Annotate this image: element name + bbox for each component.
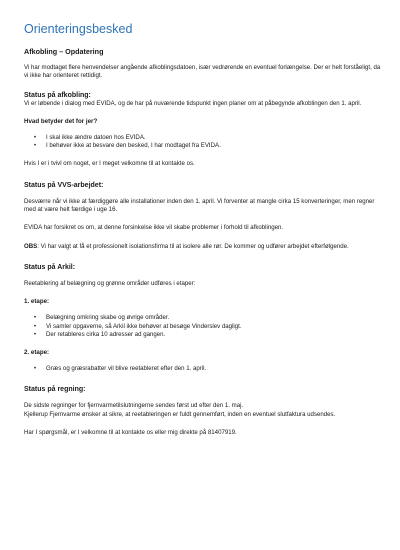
arkil-text: Reetablering af belægning og grønne områder udføres i etaper: [24, 279, 196, 287]
list-item [34, 314, 382, 322]
vvs-evida: EVIDA har forsikret os om, at denne forsinkelse ikke vil skabe problemer i forhold til afkoblingen. [24, 224, 284, 232]
vvs-text: Desværre når vi ikke at færdiggøre alle installationer inden den 1. april. Vi forventer at mangle cirka 15 konverteringer, men regner med at være helt færdige i uge 16. [24, 197, 375, 214]
stage2-bullet-list [24, 365, 382, 373]
bullet-icon: • [34, 331, 37, 338]
subheading: Afkobling – Opdatering [24, 47, 104, 56]
afkobling-heading: Status på afkobling: [24, 91, 91, 99]
list-item-text: I skal ikke ændre datoen hos EVIDA. [46, 133, 146, 141]
document-page [24, 22, 382, 437]
afkobling-contact: Hvis I er i tvivl om noget, er I meget velkomne til at kontakte os. [24, 160, 195, 168]
list-item-text: Græs og græsrabatter vil blive reetableret efter den 1. april. [46, 365, 207, 373]
stage2-heading: 2. etape: [24, 349, 50, 357]
afkobling-text: Vi er løbende i dialog med EVIDA, og de har på nuværende tidspunkt ingen planer om at påbegynde afkoblingen den 1. april. [24, 99, 362, 107]
afkobling-question: Hvad betyder det for jer? [24, 117, 98, 125]
list-item [34, 365, 382, 373]
vvs-heading: Status på VVS-arbejdet: [24, 181, 104, 189]
list-item-text: I behøver ikke at besvare den besked, I har modtaget fra EVIDA. [46, 142, 221, 150]
list-item-text: Belægning omkring skabe og øvrige områder. [46, 314, 170, 322]
stage1-bullet-list [24, 314, 382, 339]
list-item-text: Der retableres cirka 10 adresser ad gangen. [46, 330, 166, 338]
obs-text: : Vi har valgt at få et professionelt isolationsfirma til at isolere alle rør. De kommer og udfører arbejdet efterfølgende. [37, 242, 349, 250]
document-title: Orienteringsbesked [24, 22, 133, 36]
arkil-heading: Status på Arkil: [24, 263, 76, 271]
regning-line-2: Kjellerup Fjernvarme ønsker at sikre, at reetableringen er fuldt gennemført, inden en eventuel slutfaktura udsendes. [24, 410, 336, 418]
list-item [34, 142, 382, 150]
bullet-icon: • [34, 366, 37, 373]
vvs-obs [24, 243, 382, 251]
obs-label: OBS [24, 242, 38, 250]
list-item [34, 322, 382, 331]
bullet-icon: • [34, 315, 37, 322]
list-item [34, 330, 382, 339]
stage1-heading: 1. etape: [24, 298, 50, 306]
list-item-text: Vi samler opgaverne, så Arkil ikke behøver at besøge Vinderslev dagligt. [46, 322, 242, 330]
bullet-icon: • [34, 134, 37, 141]
bullet-icon: • [34, 143, 37, 150]
list-item [34, 133, 382, 142]
intro-paragraph: Vi har modtaget flere henvendelser angående afkoblingsdatoen, især vedrørende en eventuel forlængelse. Der er helt forståeligt, da vi ikke har orienteret rettidigt. [24, 64, 381, 80]
bullet-icon: • [34, 323, 37, 330]
regning-heading: Status på regning: [24, 386, 86, 394]
regning-line-1: De sidste regninger for fjernvarmetilslutningerne sendes først ud efter den 1. maj. [24, 402, 244, 410]
closing-paragraph: Har I spørgsmål, er I velkomne til at kontakte os eller mig direkte på 81407919. [24, 429, 237, 437]
afkobling-bullet-list [24, 134, 382, 151]
